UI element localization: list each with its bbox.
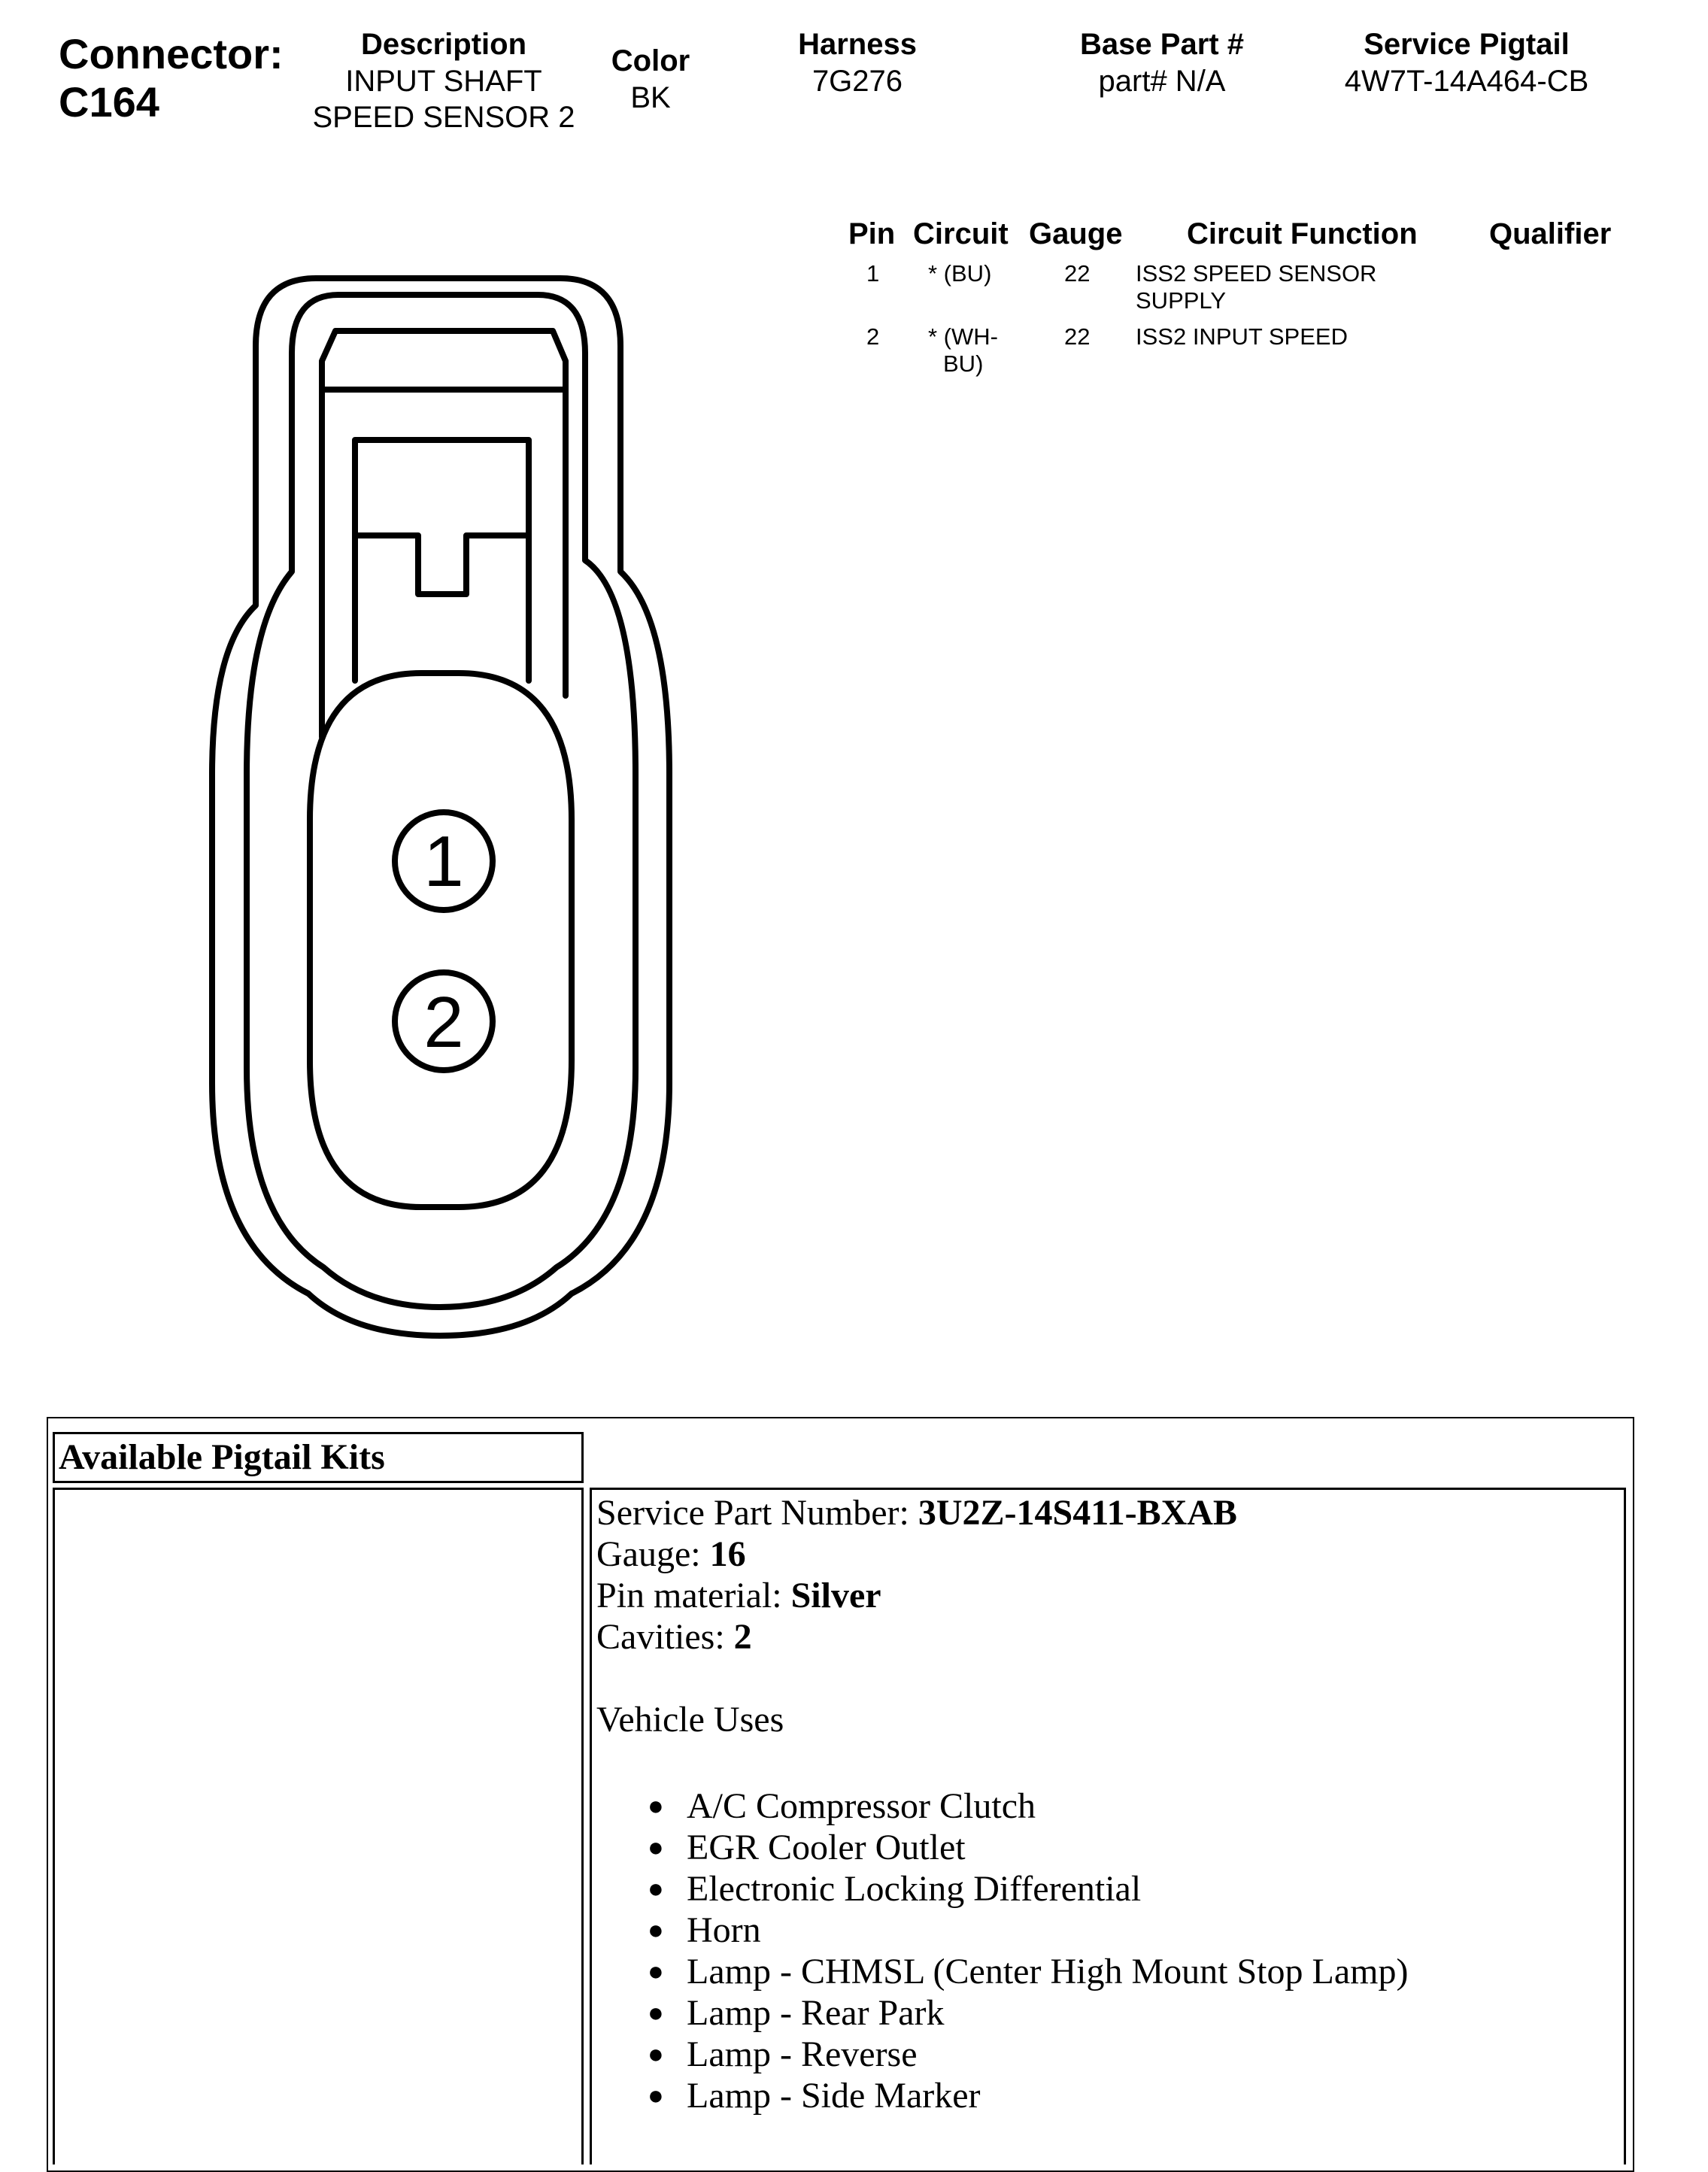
function-value-line1: ISS2 INPUT SPEED — [1136, 323, 1348, 350]
list-item: ● Lamp - Rear Park — [648, 1993, 945, 2033]
pigtail-kits-heading: Available Pigtail Kits — [59, 1437, 385, 1477]
circuit-value-line2: BU) — [943, 350, 984, 377]
service-part-number-value: 3U2Z-14S411-BXAB — [918, 1493, 1237, 1533]
harness-label: Harness — [798, 28, 917, 61]
function-value-line1: ISS2 SPEED SENSOR — [1136, 260, 1377, 287]
bullet-icon: ● — [648, 1998, 664, 2028]
base-part-column — [1038, 26, 1286, 99]
cavities-value: 2 — [733, 1617, 752, 1657]
harness-value: 7G276 — [812, 65, 903, 98]
circuit-value-line1: * (WH- — [928, 323, 998, 350]
pin-material-row — [596, 1575, 1408, 1616]
bullet-icon: ● — [648, 1832, 664, 1862]
gauge-value: 22 — [1064, 260, 1091, 287]
bullet-icon: ● — [648, 1873, 664, 1904]
pin-number: 2 — [866, 323, 880, 350]
list-item: ● Lamp - Side Marker — [648, 2076, 981, 2116]
service-pigtail-column — [1316, 26, 1617, 99]
list-item: ● EGR Cooler Outlet — [648, 1828, 966, 1867]
connector-title — [59, 30, 284, 126]
pin-2-label: 2 — [423, 982, 464, 1063]
bullet-icon: ● — [648, 1915, 664, 1945]
inner-housing-outline — [247, 295, 636, 1307]
locking-tab — [355, 440, 529, 681]
terminal-cavity — [310, 673, 572, 1207]
list-item: ● A/C Compressor Clutch — [648, 1786, 1036, 1826]
gauge-value: 22 — [1064, 323, 1091, 350]
base-part-label: Base Part # — [1080, 28, 1244, 61]
qualifier-header: Qualifier — [1489, 217, 1612, 250]
connector-label: Connector: — [59, 30, 284, 77]
vehicle-uses-list — [596, 1785, 1408, 2116]
connector-face-diagram — [203, 263, 684, 1354]
pin-material-label: Pin material: — [596, 1576, 791, 1615]
cavities-row — [596, 1616, 1408, 1658]
service-pigtail-label: Service Pigtail — [1364, 28, 1570, 61]
list-item: ● Horn — [648, 1910, 761, 1950]
service-pigtail-value: 4W7T-14A464-CB — [1344, 65, 1589, 98]
service-part-number-label: Service Part Number: — [596, 1493, 918, 1533]
pin-material-value: Silver — [790, 1576, 881, 1615]
bullet-icon: ● — [648, 2080, 664, 2110]
color-label: Color — [611, 44, 690, 77]
color-column — [587, 42, 714, 116]
vehicle-uses-heading: Vehicle Uses — [596, 1700, 784, 1740]
circuit-header: Circuit — [913, 217, 1009, 250]
connector-id: C164 — [59, 78, 159, 126]
gauge-label: Gauge: — [596, 1534, 710, 1574]
description-column — [293, 26, 594, 135]
harness-column — [752, 26, 963, 99]
pigtail-kits-image-cell — [53, 1488, 584, 2164]
description-value-line1: INPUT SHAFT — [345, 65, 542, 98]
locking-tab-notch — [355, 535, 529, 594]
description-label: Description — [360, 28, 527, 61]
list-item: ● Lamp - Reverse — [648, 2034, 918, 2074]
color-value: BK — [630, 81, 671, 114]
base-part-value: part# N/A — [1098, 65, 1226, 98]
circuit-function-header: Circuit Function — [1187, 217, 1418, 250]
bullet-icon: ● — [648, 1956, 664, 1986]
bullet-icon: ● — [648, 2039, 664, 2069]
gauge-row — [596, 1533, 1408, 1575]
list-item: ● Electronic Locking Differential — [648, 1869, 1142, 1909]
function-value-line2: SUPPLY — [1136, 287, 1227, 314]
circuit-value: * (BU) — [928, 260, 992, 287]
pin-1-label: 1 — [423, 821, 464, 902]
pin-number: 1 — [866, 260, 880, 287]
pigtail-kit-details — [596, 1492, 1408, 2116]
service-part-number-row — [596, 1492, 1408, 1533]
cavities-label: Cavities: — [596, 1617, 734, 1657]
pin-header: Pin — [848, 217, 896, 250]
gauge-header: Gauge — [1029, 217, 1123, 250]
description-value-line2: SPEED SENSOR 2 — [312, 101, 575, 134]
outer-housing-outline — [212, 278, 669, 1336]
bullet-icon: ● — [648, 1791, 664, 1821]
list-item: ● Lamp - CHMSL (Center High Mount Stop Lamp) — [648, 1952, 1409, 1992]
gauge-value: 16 — [709, 1534, 746, 1574]
